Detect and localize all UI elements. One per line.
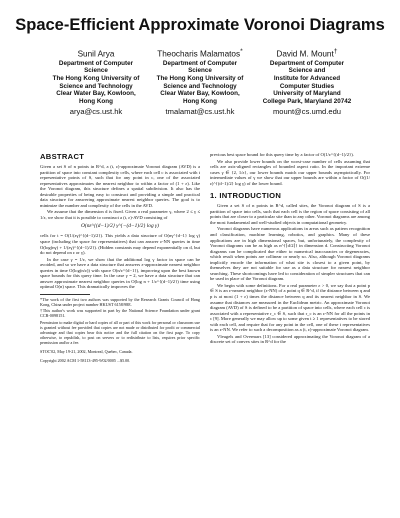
affiliation-line: Department of Computer <box>162 59 238 67</box>
author-name-text: Sunil Arya <box>77 49 115 59</box>
author-email: mount@cs.umd.edu <box>272 107 342 117</box>
affiliation-line: Department of Computer <box>269 59 345 67</box>
body-paragraph: We begin with some definitions. For a real parameter ε > 0, we say that a point p ∈ S is an ε-nearest neighbor (ε-NN) of a point q ∈ R^d, if the distance between q and p is at most (1 + ε) times the distance between q and its nearest neighbor in S. We assume that distances are measured in the Euclidean metric. An approximate Voronoi diagram (AVD) of S is defined to be a partition of space into cells, where each cell c is associated with a representative r_c ∈ S, such that r_c is an ε-NN for all the points in c [9]. More generally we may allow up to some given t ≥ 1 representatives to be stored with each cell, and require that for any point in the cell, one of these t representatives is an ε-NN. We refer to such a decomposition as a (t, ε)-approximate Voronoi diagram. <box>210 282 370 333</box>
abstract-paragraph: We also provide lower bounds on the worst-case number of cells assuming that cells are axis-aligned rectangles of bounded aspect ratio. In the important extreme cases γ ∈ {2, 1/ε}, our lower bounds match our upper bounds asymptotically. For intermediate values of γ we show that our upper bounds are within a factor of O((1/ε)^{(d−1)/2} log γ) of the lower bound. <box>210 158 370 186</box>
abstract-continuation: previous best space bound for this query time by a factor of O(1/ε^{(d−1)/2}). <box>210 152 354 157</box>
affiliation-line: Hong Kong <box>79 97 113 105</box>
affiliation-line: The Hong Kong University of <box>52 74 140 82</box>
affiliation-line: The Hong Kong University of <box>156 74 244 82</box>
author-name-text: Theocharis Malamatos <box>157 49 241 59</box>
venue-note: STOC'02, May 19-21, 2002, Montreal, Quebec, Canada. <box>40 348 133 354</box>
author-mark: * <box>240 48 243 55</box>
author-name-text: David M. Mount <box>276 49 334 59</box>
author-name <box>141 47 259 60</box>
author-affiliation <box>248 60 366 106</box>
author-block-mount <box>248 47 366 116</box>
copyright-note: Copyright 2002 ACM 1-58113-495-9/02/0005 ...$5.00. <box>40 357 131 363</box>
affiliation-line: Computer Studies <box>279 82 335 90</box>
author-email: arya@cs.ust.hk <box>69 107 123 117</box>
author-affiliation <box>37 60 155 106</box>
footnote-rule <box>40 294 90 295</box>
author-block-malamatos <box>141 47 259 116</box>
affiliation-line: Hong Kong <box>183 97 217 105</box>
author-name <box>37 47 155 60</box>
abstract-heading: ABSTRACT <box>40 152 85 161</box>
left-column <box>40 152 200 368</box>
affiliation-line: Science and Technology <box>163 82 237 90</box>
affiliation-line: Science and <box>288 67 326 75</box>
abstract-formula: O(nε^{(d−1)/2} γ^{−(d−1)/2} log γ) <box>81 223 159 230</box>
affiliation-line: Institute for Advanced <box>273 74 341 82</box>
body-paragraph: Vleugels and Overmars [13] considered approximating the Voronoi diagram of a discrete set of convex sites in R^d for the <box>210 333 370 345</box>
abstract-paragraph: cells for t = O(1/(εγ)^{(d−1)/2}). This yields a data structure of O(nγ^{d−1} log γ) space (including the space for representatives) that can answer ε-NN queries in time O(log(nγ) + 1/(εγ)^{(d−1)/2}). (Hidden constants may depend exponentially on d, but do not depend on ε or γ). <box>40 233 200 256</box>
body-paragraph: Given a set S of n points in R^d, called sites, the Voronoi diagram of S is a partition of space into cells, such that each cell is the region of space consisting of all points that are closer to a particular site than to any other. Voronoi diagrams are among the most fundamental and well-studied objects in computational geometry. <box>210 203 370 225</box>
author-mark: † <box>333 48 338 55</box>
author-affiliation <box>141 60 259 106</box>
affiliation-line: College Park, Maryland 20742 <box>262 97 352 105</box>
affiliation-line: Clear Water Bay, Kowloon, <box>160 90 240 98</box>
affiliation-line: Department of Computer <box>58 59 134 67</box>
author-email: tmalamat@cs.ust.hk <box>165 107 235 117</box>
footnote-funding-1: *The work of the first two authors was supported by the Research Grants Council of Hong Kong, China under project number HKUST 6158/98E. <box>40 296 200 307</box>
right-column <box>210 152 370 346</box>
affiliation-line: University of Maryland <box>273 90 341 98</box>
permission-notice: Permission to make digital or hard copies of all or part of this work for personal or classroom use is granted without fee provided that copies are not made or distributed for profit or commercial advantage and that copies bear this notice and the full citation on the first page. To copy otherwise, to republish, to post on servers or to redistribute to lists, requires prior specific permission and/or a fee. <box>40 319 200 345</box>
abstract-paragraph: Given a set S of n points in R^d, a (t, ε)-approximate Voronoi diagram (AVD) is a partition of space into constant complexity cells, where each cell c is associated with t representative points of S, such that for any point in c, one of the associated representatives approximates the nearest neighbor to within a factor of (1 + ε). Like the Voronoi diagram, this structure defines a spatial subdivision. It also has the desirable properties of being easy to construct and providing a simple and practical data structure for answering approximate nearest neighbor queries. The goal is to minimize the number and complexity of the cells in the AVD. <box>40 164 200 208</box>
affiliation-line: Science <box>188 67 212 75</box>
body-paragraph: Voronoi diagrams have numerous applications in areas such as pattern recognition and classification, machine learning, robotics, and graphics. Many of these applications are in high dimensional spaces, but, unfortunately, the complexity of Voronoi diagrams can be as high as n^{⌈d/2⌉} in dimension d. Constructing Voronoi diagrams can be complicated due either to numerical inaccuracies or degeneracies, which result when points are collinear or nearly so. Also, although Voronoi diagrams implicitly encode the information of what site is closest to a given point, by themselves they are not suitable for use as a data structure for nearest neighbor searching. These shortcomings have led to consideration of simpler structures that can be used in place of the Voronoi diagram. <box>210 226 370 282</box>
footnote-funding-2: †This author's work was supported in part by the National Science Foundation under grant CCR-0098151. <box>40 307 200 318</box>
affiliation-line: Clear Water Bay, Kowloon, <box>56 90 136 98</box>
abstract-paragraph: We assume that the dimension d is fixed. Given a real parameter γ, where 2 ≤ γ ≤ 1/ε, we show that it is possible to construct a (t, ε)-AVD consisting of <box>40 209 200 220</box>
section-heading-introduction: 1. INTRODUCTION <box>210 191 282 201</box>
affiliation-line: Science and Technology <box>59 82 133 90</box>
paper-title: Space-Efficient Approximate Voronoi Diagrams <box>15 16 385 34</box>
affiliation-line: Science <box>84 67 108 75</box>
author-block-arya <box>37 47 155 116</box>
author-name <box>248 47 366 60</box>
abstract-paragraph: In the case γ = 1/ε, we show that the additional log γ factor in space can be avoided, and so we have a data structure that answers ε-approximate nearest neighbor queries in time O(log(n/ε)) with space O(n/ε^{d−1}), improving upon the best known space bounds for this query time. In the case γ = 2, we have a data structure that can answer approximate nearest neighbor queries in O(log n + 1/ε^{(d−1)/2}) time using optimal O(n) space. This dramatically improves the <box>40 256 200 290</box>
